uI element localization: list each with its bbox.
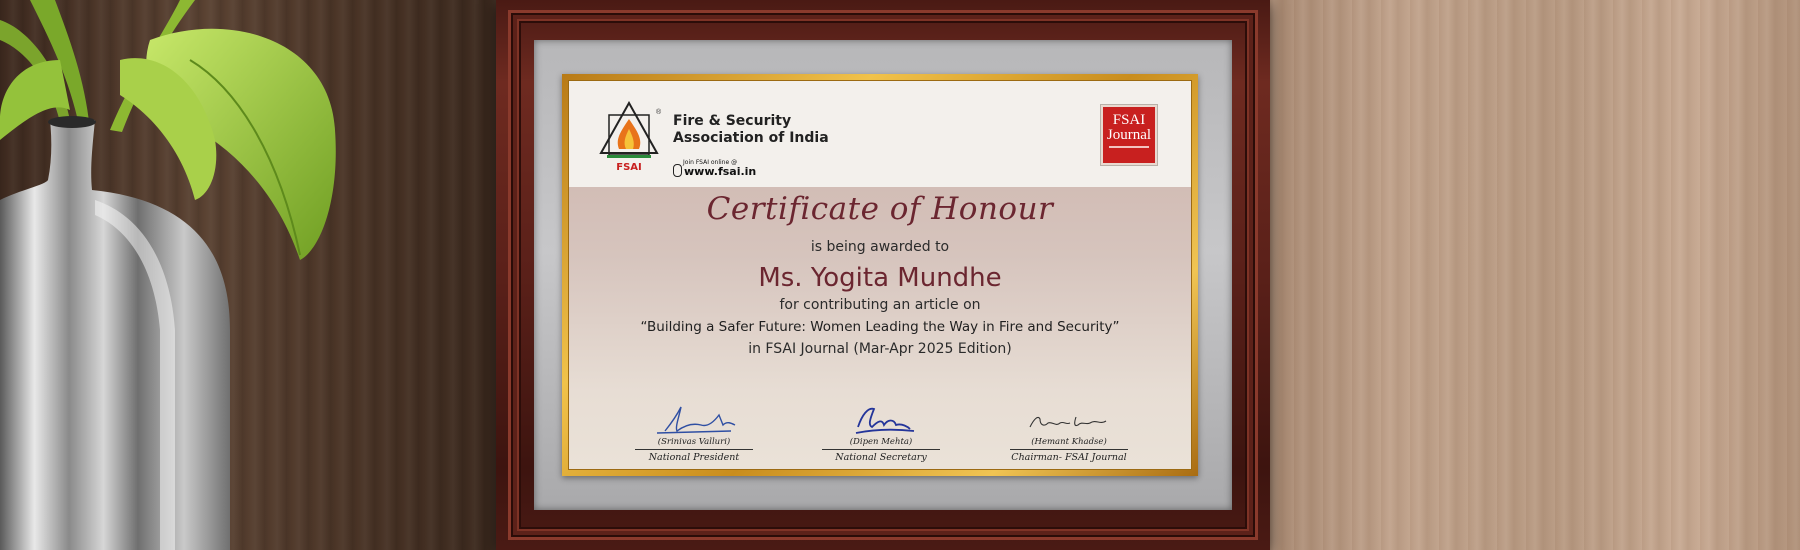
signatory-title: National President bbox=[648, 452, 740, 463]
picture-frame bbox=[496, 0, 1270, 550]
certificate-header bbox=[569, 81, 1191, 187]
website-prompt: Join FSAI online @ bbox=[683, 159, 738, 166]
website-url: www.fsai.in bbox=[684, 165, 757, 178]
organization-name-line2: Association of India bbox=[673, 130, 829, 146]
gold-border bbox=[562, 74, 1198, 476]
organization-website bbox=[673, 159, 756, 178]
fsai-journal-logo bbox=[1101, 105, 1157, 165]
vase-with-plant-image bbox=[0, 0, 360, 550]
registered-mark: ® bbox=[656, 109, 662, 116]
article-title: “Building a Safer Future: Women Leading the Way in Fire and Security” bbox=[640, 319, 1120, 335]
signature-block-chairman bbox=[1010, 401, 1128, 463]
contribution-line: for contributing an article on bbox=[779, 297, 981, 313]
signature-block-secretary bbox=[822, 401, 940, 463]
signatory-title: Chairman- FSAI Journal bbox=[1011, 452, 1127, 463]
organization-name bbox=[673, 113, 829, 147]
journal-logo-line2: Journal bbox=[1106, 127, 1152, 143]
mouse-icon bbox=[673, 164, 682, 177]
fsai-logo-icon bbox=[597, 101, 661, 173]
signature-chairman-icon bbox=[1010, 401, 1128, 439]
signature-block-president bbox=[635, 401, 753, 463]
signature-secretary-icon bbox=[822, 401, 940, 439]
awarded-line: is being awarded to bbox=[810, 239, 950, 255]
signatory-name: (Dipen Mehta) bbox=[822, 437, 940, 450]
signature-president-icon bbox=[635, 401, 753, 439]
svg-text:FSAI: FSAI bbox=[616, 162, 642, 173]
certificate-title: Certificate of Honour bbox=[706, 191, 1054, 227]
organization-name-line1: Fire & Security bbox=[673, 113, 792, 129]
certificate bbox=[568, 80, 1192, 470]
signatory-title: National Secretary bbox=[835, 452, 927, 463]
light-wood-wall bbox=[1265, 0, 1800, 550]
recipient-name: Ms. Yogita Mundhe bbox=[758, 263, 1002, 293]
journal-logo-bar bbox=[1109, 146, 1149, 148]
edition-line: in FSAI Journal (Mar-Apr 2025 Edition) bbox=[748, 341, 1012, 357]
signatory-name: (Srinivas Valluri) bbox=[635, 437, 753, 450]
signatory-name: (Hemant Khadse) bbox=[1010, 437, 1128, 450]
journal-logo-line1: FSAI bbox=[1112, 112, 1146, 128]
